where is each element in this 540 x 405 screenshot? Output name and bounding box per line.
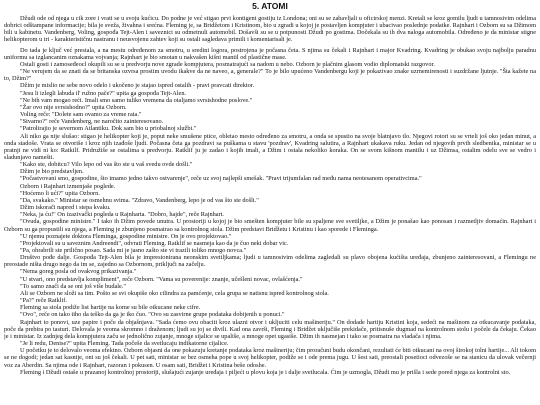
- paragraph: Ozborn i Rajnhart izmenjaše poglede.: [20, 182, 116, 190]
- paragraph: Ostali gosti i zamoseđeocl okupili su se u predvorju nove zgrade kompjutera, posmatrajući sa nadom u nebo. Ozborn je plačnim glasom vodio diplomatski razgovor.: [20, 60, 435, 68]
- paragraph: Društvo pođe dalje. Gospođa Tejt-Alen bila je impresionirana neonskim svetiljkama; ljudi u tamnosivim odelima zagledali su plavo obojena kućišta uređaja, zbunjeno zainteresovani, a Flemingu ne preostade ništa drugo nego da im se, zajedno sa Ozbornom, priključi na začelju.: [4, 254, 536, 269]
- paragraph: Džim je mislio ne sebe novo odelo i ukočeno je stajao ispred ostalih - pravi pravcati direktor.: [20, 82, 255, 90]
- paragraph: "Žar ovo nije svrsishodno?" upita Ozborn.: [20, 103, 127, 111]
- paragraph: "Stvarno?" reče Vandenberg, ne naročito zainteresovano.: [20, 118, 164, 126]
- paragraph: "Ovo", reče on tako tiho da teško da ga je iko čuo. "Ovo su zasvirne grupe podataka dobijenih u ponuci.": [20, 311, 285, 319]
- paragraph: "Patrolirajio je severnom Atlantiku. Dok sam bio u priobalnoj službi.": [20, 125, 197, 133]
- paragraph: "Pa, ohrabrili ste prilično posao. Sada mi je jasno zašto ste vi trazili toliko mnogo novca.": [20, 247, 247, 254]
- paragraph: "Počastvovani smo, gospodine, što imamo jedno takvo ostvarenje", reče uz svoj najlepši smešak. "Pravi trijumfalan rad među nama neotesanom operativcima.": [20, 175, 422, 183]
- paragraph: U početku je to delovalo veoma efektno. Ozborn objasni da one pokazuju kretanje podataka kroz mašineriju; čim proračuni budu okončani, rezultati će biti otkucani na ovoj širokoj tolni hartije... Ali tokom se ne dogodi; jedan sat kasnije, oni su još čekali. U pet sati, ministar se bez osmeha pope u svoj helikopter, podiže se i ode prema jugu. U šest sati, preostali posetioci odvezoše se na stanicu da ulovak večernji voz za Aberdin. Sa njima ode i Rajnhart, razoran i pokusen. U osam sati, Bridžet i Kristina beše odoshe.: [4, 347, 536, 369]
- chapter-title: 5. ATOMI: [252, 1, 288, 11]
- paragraph: Džim iskorači napred i stepa kvaku.: [20, 204, 111, 212]
- paragraph: "Je li redu, Denise?" upita Fleming. Tada počeše da svetlucaju indikatorne cijalice.: [20, 340, 229, 348]
- document-page: [4, 1, 536, 405]
- paragraph: Fleming i Džudi ostaše u prazanoj kontrolnoj prostoriji, slušajući zujanje uređaja i piljeći u plovu kojа je i dalje svetlucala. Ćim je uzmogla, Džudi mu je prišla i sede pored njega za kontrolni sto.: [20, 368, 511, 376]
- paragraph: Fleming sa stola podiže list hartije na kome su bile otkucane neke cifre.: [20, 304, 201, 312]
- paragraph: "Nema goreg posla od ovakvog prikazivanja.": [20, 268, 137, 276]
- paragraph: "Jesu li izlegli labuda il' ružno pače?" upita ga gospođa Tejt-Alen.: [20, 89, 187, 97]
- paragraph: Rajnhart to ponovi, uze papire i poče da objašnjava. "Sada ćemo ovu obaciti kroz ulazni otvor i ukljuciti celu mašineriju." On dodade hartiju Kristini koja, sedeći na mašinom za otkucavanje podataka, poče da prebira po tasturi. Delovala je veoma skromno i draženom; ljudi su joj se divili. Kad ona završi, Fleming i Bridžet uključiše prekidače, pritisnuše dugmad na kontrolnom stolu i počele da čekaju. Čekao je i ministar. Iz zadnjeg dela kompjutera začu se jednolično zujanje, mnoge sijalice se upališe, a mnoge opet ugasiše. Džim ih nasmejan i tako se posmatra na vladača i njima.: [4, 318, 536, 340]
- paragraph: "Ne bih vam mogao reći. Imali smo samo tuliko vremena da otaljamo svrsishodne poslove.": [20, 96, 253, 104]
- paragraph: Džudi ode od njega u cik zore i vrati se u svoju kućicu. Do podne je već stigao prvi kontigent gostiju iz Londona; oni su se zabavljali u oficirskoj menzi. Kretali se kroz gomilu ljudi u tamnosivim odelima dobrici odštampane informacije; bila je sveža, živahna i srećna. Fleming je, sa Bridžetom i Kristinom, bio u zgradi u kojoj je postavljen kompjuter i ubacivao poslednje podatke. Rajnhart i Ozborn su sa Džimom bili u kabinetu. Vandenberg, Voling, gospođa Tejt-Alen i saveznici su odmetnuli automobil. Došavši su se u potpunosti Džudi po gostima. Dočekala su ih dva naloga automobila. Određeno je da ministar stigne helikopterom u tri - karakterističnu nastranu i neusvojenu zahtev koji su ostali sagledava primili i komentarisali je.: [4, 15, 536, 44]
- paragraph: "U stvari, ono predstavlja kompliment", reče Ozborn. "Vama su poverenije: znanje, učešleni novac, ovlašćenja.": [20, 275, 303, 283]
- paragraph: "To samo znači da se oni još više budale.": [20, 282, 126, 290]
- paragraph: "Neka, ja ću!" On izazivački pogleda u Rajnharta. "Dobro, hajde", reče Rajnhart.: [20, 211, 225, 219]
- paragraph: "Ovuda, gospodine ministre." I tako ih Džim povede unutra. U prostoriji u kojoj je bio smešten kompjuter bile su spaljene sve svetiljke, a Džim je ponašao kao ponosan i razmetljiv domaćin. Rajnhart i Ozborn su ga propustili su njega, a Fleming je zbunjeno posmatrao sa kontrolnog stola. Džim predstavi Bridžetu i Kristinu i kao sporede i Fleminga.: [4, 218, 536, 233]
- paragraph: "Kako ste, dobitcu? Vilo lepo od vas što ste u vaš svedu ovde došli.": [20, 161, 193, 169]
- paragraph: Voling reče: "Dolete sam ovamo za vreme rata.": [20, 111, 142, 119]
- paragraph: "U njemu poznajete doktora Fleminga, gospodine ministre. On je ovo projektovao.": [20, 232, 232, 240]
- paragraph: Džim je bio predstavljen.: [20, 168, 84, 176]
- paragraph: Ali se Ozborn ne složi sa tim. Pošto se svi okupiše oko cilindra za pamćenje, cela grupa se natisnu ispred kontrolnog stola.: [20, 289, 329, 297]
- paragraph: Do tada je ključ već prestala, a na mestu određenom za smotru, u sredini logora, postrojena je počasna četa. S njima su čekali i Rajnhart i major Kvadring. Kvadring je obukao svoju najbolju paradnu uniformu sa izglancanim oznakama vojvanja; Rajnhart je bio smotan u nakvašen kišni mantil od plastične mase.: [4, 46, 536, 61]
- paragraph: "Pa?" reče Ratklif.: [20, 297, 67, 305]
- paragraph: "Hoćemo li ući?" upita Ozborn.: [20, 189, 100, 197]
- paragraph: "Ne verujem da se znati da se britanska ozvrsa prostim uvodu ikakve da ne naveo, a, generale?" To je bilo upućeno Vandenbergu koji je pokazivao znake uzrnemirenosti i suzdržane ljutnje. "Šta kažete na to, Džim?": [4, 68, 536, 83]
- paragraph: Ali niko ga nije slušao: stigao je helikopter koji je, poput neke smušene ptice, obletao mesto određeno za smotru, a onda se spustio na svoje blatnjavo tlo. Njegovi rotori su se vrteli još oko jedan minut, a onda stadoše. Vrata se otvoriše i kroz njih izađoše ljudi. Počasna četa ga pozdravi sa puškama u stavu 'pozdrav', Kvadring salutira, a Rajnhart ukakava ruku. Jedan od njegovih prvih sledbenika, ministar se u pratnji ne vidi ni ko: Ratkilf. Pridružiše se ostalima u predvorju. Ratklif ju je zadao i kojih imali, a Džim i ostala nekoliko koraka. On se svom kišnom mantilu i uz Džimsa, ostalim odelu sve se vedro i sladunjavo namešti.: [4, 132, 536, 161]
- paragraph: "Da, svakako." Ministar se osmehnu svima. "Zdravo, Vandenberg, lepo je od vas što ste došli.": [20, 196, 259, 204]
- paragraph: "Projektovali su u saveznim Andreendi", odvrati Fleming. Ratklif se nasmeja kao da je čuo neki dobar vic.: [20, 239, 289, 247]
